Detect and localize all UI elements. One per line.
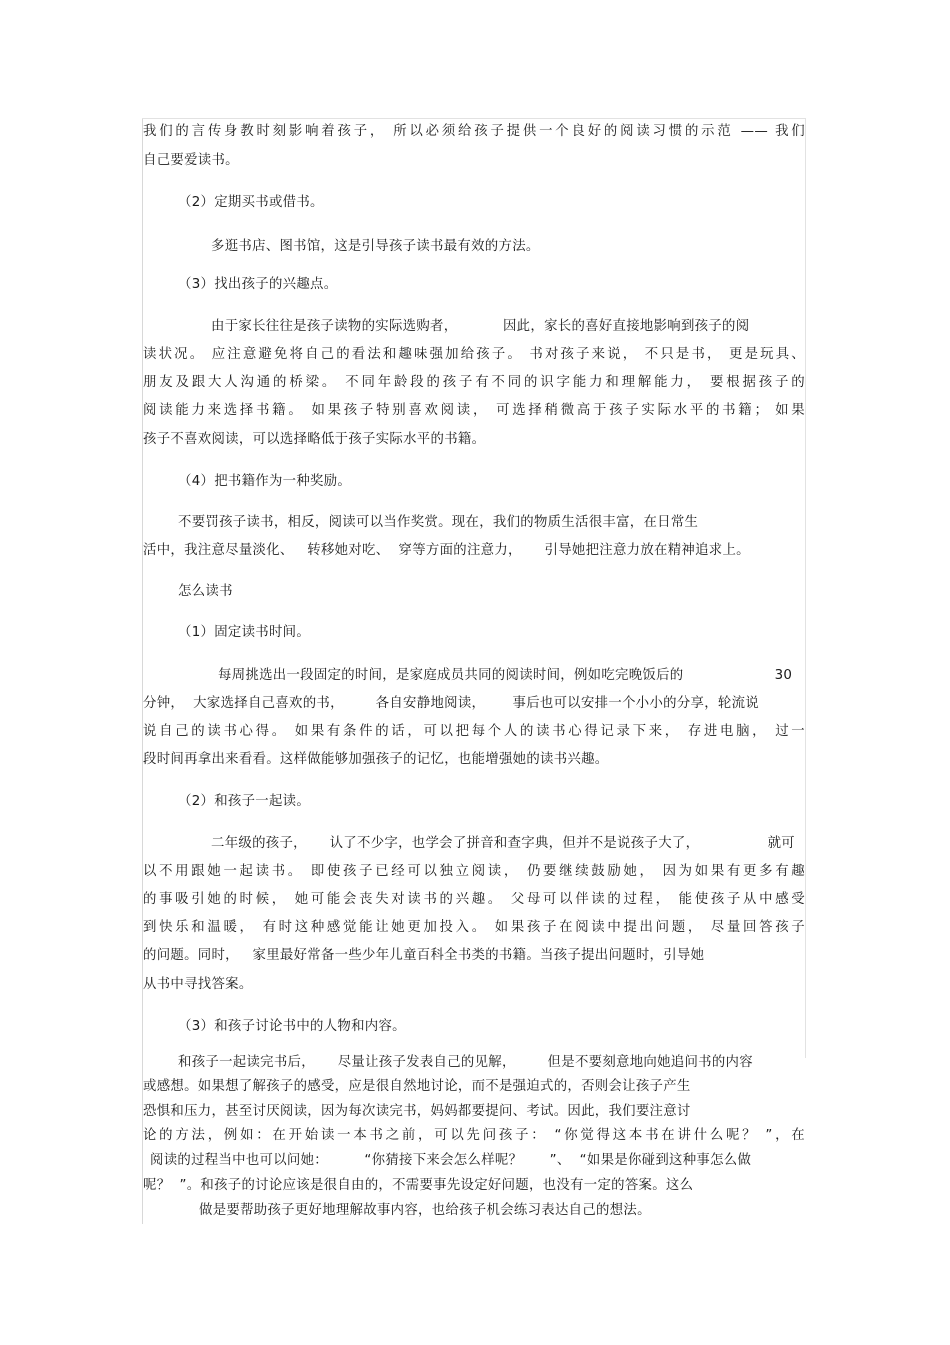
text-line: 朋友及跟大人沟通的桥梁。 不同年龄段的孩子有不同的识字能力和理解能力， 要根据孩子的 xyxy=(143,375,805,390)
text-line: 阅读的过程当中也可以问她： “你猜接下来会怎么样呢？ ”、 “如果是你碰到这种事怎么做 xyxy=(150,1153,752,1168)
text-line: 分钟， 大家选择自己喜欢的书， 各自安静地阅读， 事后也可以安排一个小小的分享，轮流说 xyxy=(143,696,759,711)
text-line: 的事吸引她的时候， 她可能会丧失对读书的兴趣。 父母可以伴读的过程， 能使孩子从中感受 xyxy=(143,892,805,907)
text-line: 段时间再拿出来看看。这样做能够加强孩子的记忆，也能增强她的读书兴趣。 xyxy=(143,752,609,767)
text-line: 从书中寻找答案。 xyxy=(143,977,253,992)
text-line: 论的方法，例如：在开始读一本书之前，可以先问孩子： “你觉得这本书在讲什么呢？ ”，在 xyxy=(143,1128,805,1143)
text-line: （3）找出孩子的兴趣点。 xyxy=(178,277,338,292)
text-line: 以不用跟她一起读书。 即使孩子已经可以独立阅读， 仍要继续鼓励她， 因为如果有更多有趣 xyxy=(143,864,805,879)
text-line: （1）固定读书时间。 xyxy=(178,625,311,640)
text-line: 每周挑选出一段固定的时间，是家庭成员共同的阅读时间，例如吃完晚饭后的 30 xyxy=(218,668,793,683)
text-line: （3）和孩子讨论书中的人物和内容。 xyxy=(178,1019,406,1034)
text-line: 多逛书店、图书馆，这是引导孩子读书最有效的方法。 xyxy=(211,239,540,254)
text-line: 呢？ ”。和孩子的讨论应该是很自由的，不需要事先设定好问题，也没有一定的答案。这么 xyxy=(143,1178,694,1193)
text-line: 读状况。 应注意避免将自己的看法和趣味强加给孩子。 书对孩子来说， 不只是书， 更是玩具、 xyxy=(143,347,805,362)
text-line: 或感想。如果想了解孩子的感受，应是很自然地讨论，而不是强迫式的，否则会让孩子产生 xyxy=(143,1079,691,1094)
text-line: （4）把书籍作为一种奖励。 xyxy=(178,474,352,489)
text-line: 恐惧和压力，甚至讨厌阅读，因为每次读完书，妈妈都要提问、考试。因此，我们要注意讨 xyxy=(143,1104,691,1119)
text-line: 孩子不喜欢阅读，可以选择略低于孩子实际水平的书籍。 xyxy=(143,432,486,447)
text-line: （2）定期买书或借书。 xyxy=(178,195,324,210)
text-line: 怎么读书 xyxy=(178,584,233,599)
text-line: 不要罚孩子读书，相反，阅读可以当作奖赏。现在，我们的物质生活很丰富，在日常生 xyxy=(178,515,699,530)
text-line: 说自己的读书心得。 如果有条件的话，可以把每个人的读书心得记录下来， 存进电脑， 过一 xyxy=(143,724,805,739)
page-border-left xyxy=(142,118,143,1224)
page-border-top xyxy=(142,118,806,119)
text-line: 和孩子一起读完书后， 尽量让孩子发表自己的见解， 但是不要刻意地向她追问书的内容 xyxy=(178,1055,753,1070)
text-line: 二年级的孩子， 认了不少字，也学会了拼音和查字典，但并不是说孩子大了， 就可 xyxy=(211,836,795,851)
text-line: 做是要帮助孩子更好地理解故事内容，也给孩子机会练习表达自己的想法。 xyxy=(199,1203,651,1218)
text-line: 到快乐和温暖， 有时这种感觉能让她更加投入。 如果孩子在阅读中提出问题， 尽量回答孩子 xyxy=(143,920,805,935)
text-line: 我们的言传身教时刻影响着孩子， 所以必须给孩子提供一个良好的阅读习惯的示范 —— 我们 xyxy=(143,124,805,139)
text-line: 由于家长往往是孩子读物的实际选购者， 因此，家长的喜好直接地影响到孩子的阅 xyxy=(211,319,750,334)
text-line: （2）和孩子一起读。 xyxy=(178,794,311,809)
text-line: 阅读能力来选择书籍。 如果孩子特别喜欢阅读， 可选择稍微高于孩子实际水平的书籍； 如果 xyxy=(143,403,805,418)
text-line: 自己要爱读书。 xyxy=(143,153,239,168)
text-line: 的问题。同时， 家里最好常备一些少年儿童百科全书类的书籍。当孩子提出问题时，引导她 xyxy=(143,948,705,963)
text-line: 活中，我注意尽量淡化、 转移她对吃、 穿等方面的注意力， 引导她把注意力放在精神追求上。 xyxy=(143,543,750,558)
